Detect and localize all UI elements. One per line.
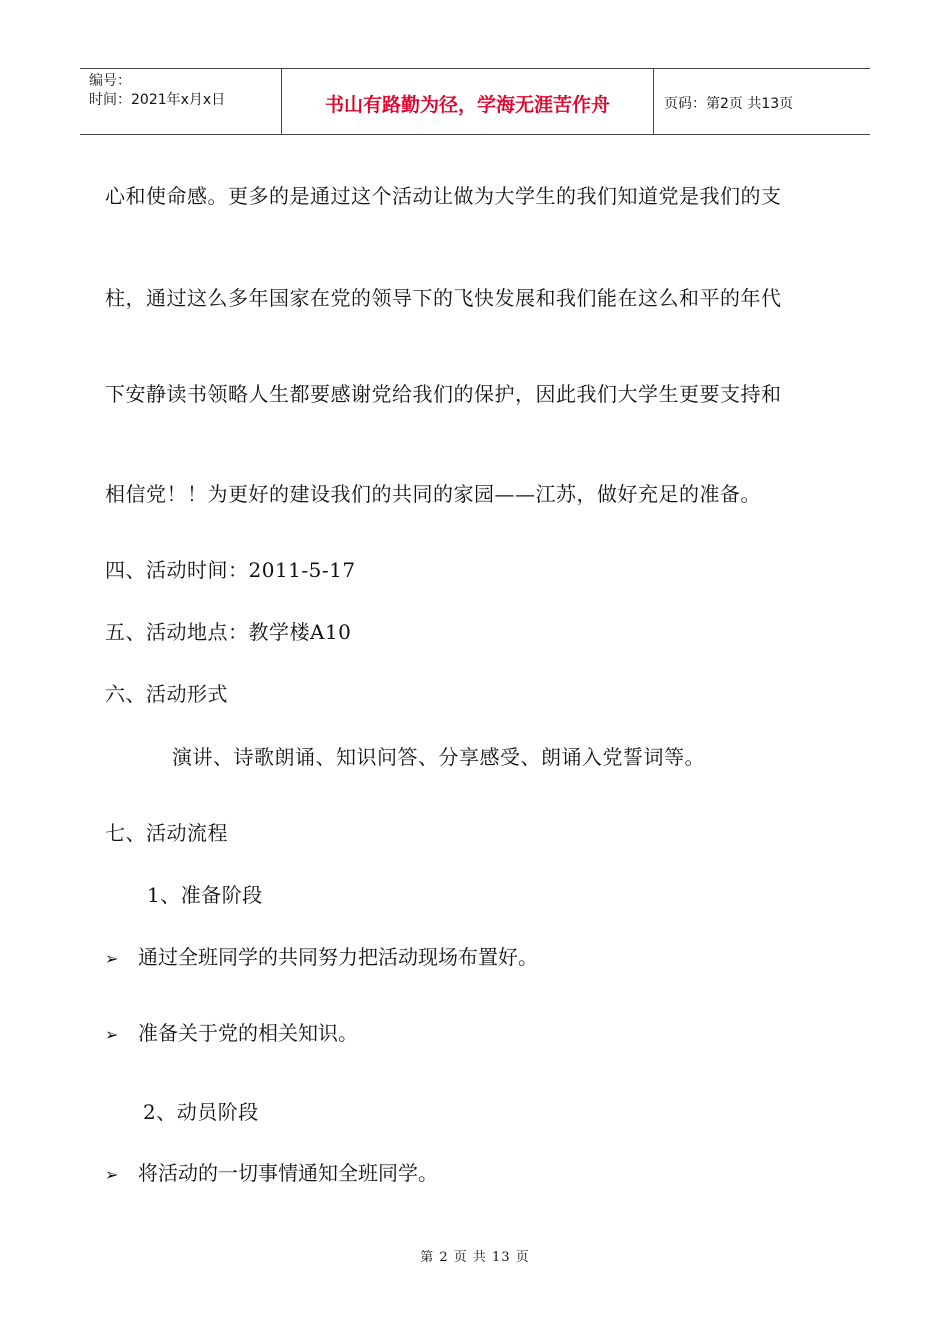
list-item — [105, 1157, 438, 1186]
paragraph-line: 心和使命感。更多的是通过这个活动让做为大学生的我们知道党是我们的支 — [105, 184, 782, 208]
section-format-content: 演讲、诗歌朗诵、知识问答、分享感受、朗诵入党誓词等。 — [172, 745, 705, 769]
section-location: 五、活动地点：教学楼A10 — [105, 620, 352, 644]
list-item — [105, 941, 538, 970]
header-meta — [80, 69, 282, 134]
header-motto: 书山有路勤为径，学海无涯苦作舟 — [282, 69, 654, 134]
section-process: 七、活动流程 — [105, 821, 228, 845]
arrow-bullet-icon: ➢ — [105, 949, 119, 968]
arrow-bullet-icon: ➢ — [105, 1025, 119, 1044]
paragraph-line: 柱，通过这么多年国家在党的领导下的飞快发展和我们能在这么和平的年代 — [105, 286, 782, 310]
header-number: 编号： — [89, 73, 131, 89]
page-header — [80, 68, 870, 135]
paragraph-line: 下安静读书领略人生都要感谢党给我们的保护，因此我们大学生更要支持和 — [105, 382, 782, 406]
list-item — [105, 1017, 358, 1046]
paragraph-line: 相信党！！为更好的建设我们的共同的家园——江苏，做好充足的准备。 — [105, 482, 761, 506]
section-format: 六、活动形式 — [105, 682, 228, 706]
list-item-text: 将活动的一切事情通知全班同学。 — [138, 1161, 438, 1185]
section-time: 四、活动时间：2011-5-17 — [105, 558, 356, 582]
stage-prepare: 1、准备阶段 — [147, 883, 263, 907]
list-item-text: 通过全班同学的共同努力把活动现场布置好。 — [138, 945, 538, 969]
header-time: 时间：2021年x月x日 — [89, 92, 226, 108]
arrow-bullet-icon: ➢ — [105, 1165, 119, 1184]
page-footer: 第 2 页 共 13 页 — [420, 1250, 530, 1265]
header-page-number: 页码：第2页 共13页 — [664, 95, 794, 112]
list-item-text: 准备关于党的相关知识。 — [138, 1021, 358, 1045]
stage-mobilize: 2、动员阶段 — [143, 1100, 259, 1124]
